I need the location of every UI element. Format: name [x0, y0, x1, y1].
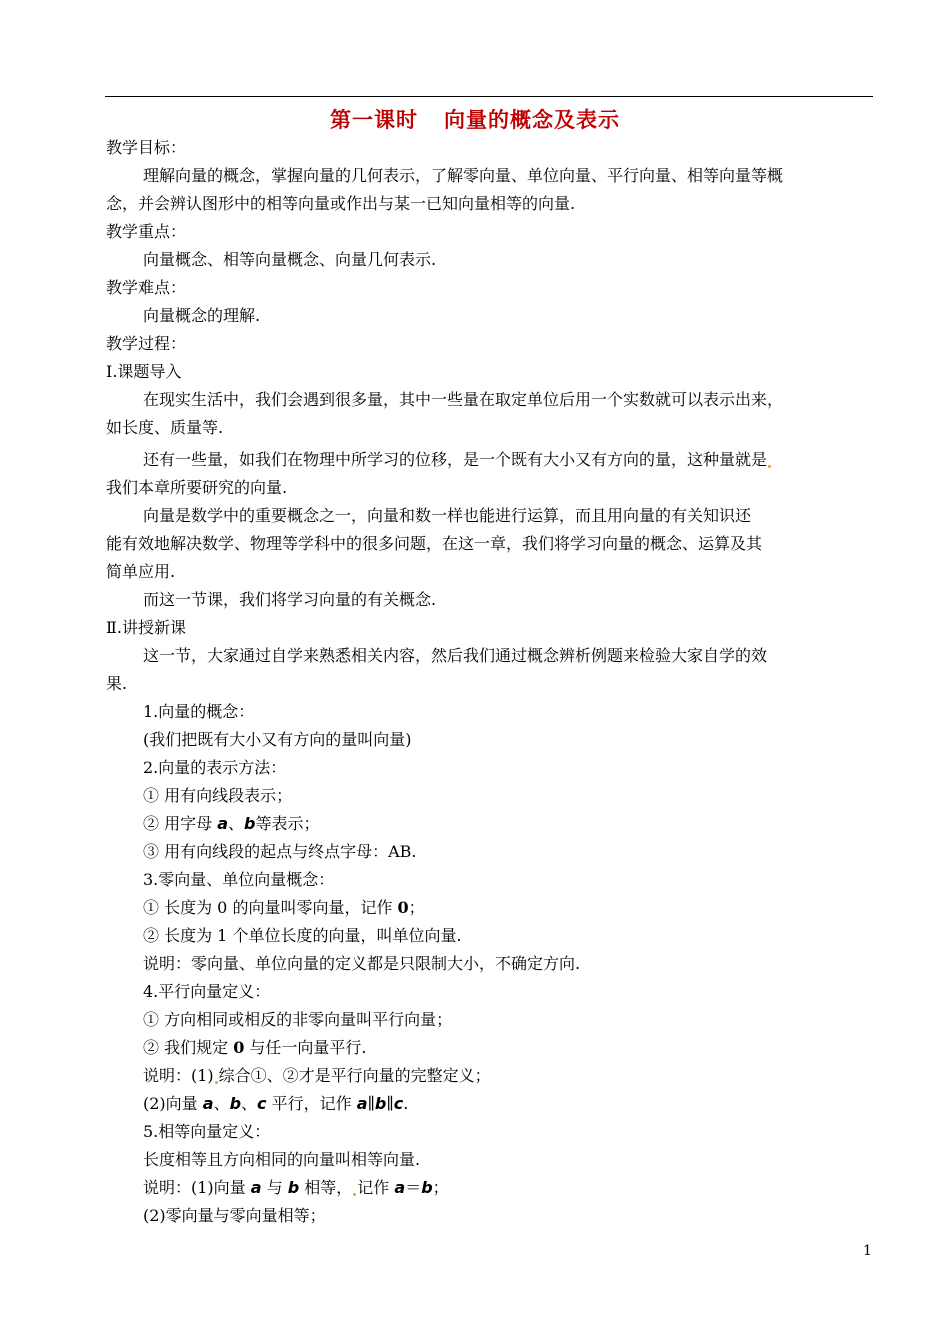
heading-objectives: 教学目标：: [106, 138, 187, 157]
section-heading-intro: Ⅰ.课题导入: [106, 362, 182, 381]
paragraph-line: 在现实生活中，我们会遇到很多量，其中一些量在取定单位后用一个实数就可以表示出来，: [143, 390, 784, 409]
paragraph-line: 我们本章所要研究的向量.: [106, 478, 288, 497]
paragraph-line: 还有一些量，如我们在物理中所学习的位移，是一个既有大小又有方向的量，这种量就是: [143, 450, 772, 470]
header-rule: [105, 96, 873, 97]
list-item: ① 方向相同或相反的非零向量叫平行向量；: [143, 1010, 453, 1029]
paragraph-line: 念，并会辨认图形中的相等向量或作出与某一已知向量相等的向量.: [106, 194, 576, 213]
note-line: 说明：零向量、单位向量的定义都是只限制大小，不确定方向.: [143, 954, 581, 973]
heading-difficulties: 教学难点：: [106, 278, 187, 297]
list-heading: 4.平行向量定义：: [143, 982, 271, 1001]
list-item: ① 长度为 0 的向量叫零向量，记作 0；: [143, 898, 425, 917]
page-title: [0, 104, 950, 134]
note-line: (2)零向量与零向量相等；: [143, 1206, 326, 1225]
list-item: ③ 用有向线段的起点与终点字母：AB.: [143, 842, 417, 861]
heading-process: 教学过程：: [106, 334, 187, 353]
paragraph-line: 向量概念、相等向量概念、向量几何表示.: [143, 250, 437, 269]
paragraph-line: 简单应用.: [106, 562, 176, 581]
list-heading: 5.相等向量定义：: [143, 1122, 271, 1141]
list-heading: 3.零向量、单位向量概念：: [143, 870, 335, 889]
title-topic: 向量的概念及表示: [444, 108, 620, 132]
paragraph-line: 理解向量的概念，掌握向量的几何表示，了解零向量、单位向量、平行向量、相等向量等概: [143, 166, 784, 185]
paragraph-line: 如长度、质量等.: [106, 418, 224, 437]
list-heading: 1.向量的概念：: [143, 702, 255, 721]
list-item: ② 我们规定 0 与任一向量平行.: [143, 1038, 367, 1057]
paragraph-line: 向量是数学中的重要概念之一，向量和数一样也能进行运算，而且用向量的有关知识还: [143, 506, 752, 525]
title-lesson: 第一课时: [330, 108, 418, 132]
paragraph-line: 果.: [106, 674, 128, 693]
paragraph-line: 向量概念的理解.: [143, 306, 261, 325]
paragraph-line: 而这一节课，我们将学习向量的有关概念.: [143, 590, 437, 609]
section-heading-new-lesson: Ⅱ.讲授新课: [106, 618, 186, 637]
note-line: 说明：(1)向量 a 与 b 相等， 记作 a＝b；: [143, 1178, 449, 1197]
list-item: ② 用字母 a、b等表示；: [143, 814, 320, 833]
page-number: 1: [863, 1243, 872, 1259]
paragraph-line: 能有效地解决数学、物理等学科中的很多问题，在这一章，我们将学习向量的概念、运算及其: [106, 534, 763, 553]
list-item: 长度相等且方向相同的向量叫相等向量.: [143, 1150, 421, 1169]
list-item: ② 长度为 1 个单位长度的向量，叫单位向量.: [143, 926, 462, 945]
paragraph-line: 这一节，大家通过自学来熟悉相关内容，然后我们通过概念辨析例题来检验大家自学的效: [143, 646, 768, 665]
list-item: (我们把既有大小又有方向的量叫向量): [143, 730, 412, 749]
list-heading: 2.向量的表示方法：: [143, 758, 287, 777]
note-line: (2)向量 a、b、c 平行，记作 a∥b∥c.: [143, 1094, 409, 1113]
list-item: ① 用有向线段表示；: [143, 786, 293, 805]
note-line: 说明：(1) 综合①、②才是平行向量的完整定义；: [143, 1066, 491, 1085]
heading-keypoints: 教学重点：: [106, 222, 187, 241]
